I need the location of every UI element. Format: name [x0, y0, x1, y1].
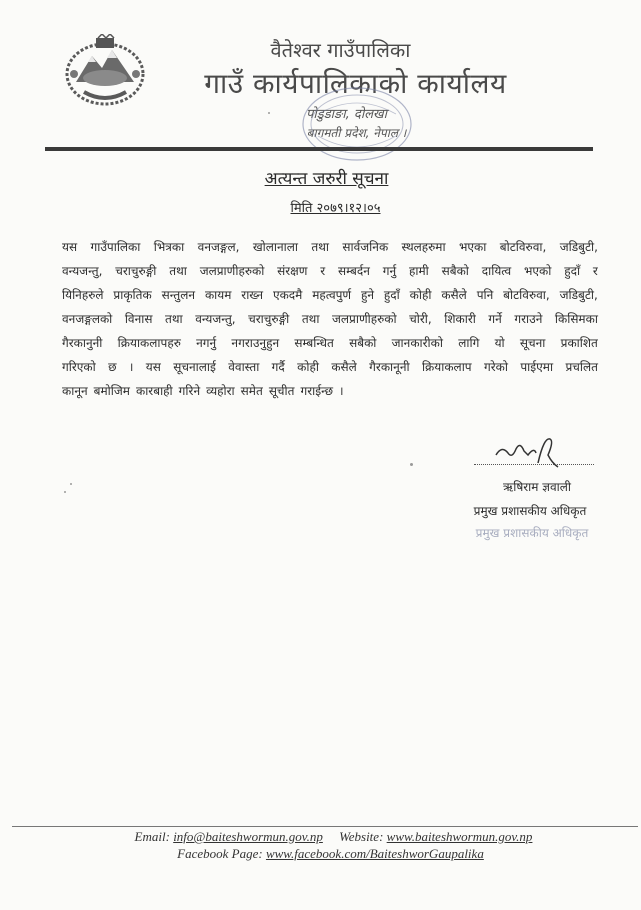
body-word: र	[592, 264, 598, 278]
body-word: गरिएको	[62, 360, 96, 374]
body-word: कारबाही	[135, 384, 173, 398]
body-word: कोही	[409, 288, 432, 302]
body-word: खोलानाला	[252, 240, 298, 254]
facebook-link[interactable]: www.facebook.com/BaiteshworGaupalika	[265, 846, 484, 861]
body-word: शिकारी	[444, 312, 476, 326]
body-word: सूचीत	[268, 384, 295, 398]
address-line-1: पोडुडाङा, दोलखा	[305, 107, 388, 122]
body-word: बोटविरुवा,	[499, 240, 547, 254]
body-word: प्रकाशित	[560, 336, 598, 350]
body-word: सन्तुलन	[161, 288, 196, 302]
body-word: वन्यजन्तु,	[195, 312, 236, 326]
body-word: ।	[128, 360, 134, 374]
body-word: वन्यजन्तु,	[62, 264, 103, 278]
body-word: छ	[108, 360, 117, 374]
body-word: भित्रका	[153, 240, 185, 254]
body-word: र	[320, 264, 326, 278]
body-word: तथा	[311, 240, 329, 254]
email-link[interactable]: info@baiteshwormun.gov.np	[173, 829, 323, 844]
body-word: चराचुरुङ्गी	[115, 264, 157, 278]
address-line-2: बागमती प्रदेश, नेपाल ।	[306, 126, 407, 140]
body-word: यस	[145, 360, 161, 374]
office-name: गाउँ कार्यपालिकाको कार्यालय	[204, 67, 507, 100]
body-word: एकदमै	[272, 288, 303, 302]
scan-speck	[410, 463, 413, 466]
signature-line	[474, 464, 594, 465]
body-word: कानून	[62, 384, 88, 398]
body-word: नगराउनुहुन	[231, 336, 280, 350]
body-word: तथा	[301, 312, 320, 326]
body-word: गैरकानुनी	[62, 336, 103, 350]
body-word: चराचुरुङ्गी	[248, 312, 290, 326]
body-word: तथा	[165, 312, 183, 326]
body-line	[62, 283, 598, 307]
body-word: गाउँपालिका	[90, 240, 141, 254]
body-word: गर्ने	[488, 312, 502, 326]
body-word: हुने	[361, 288, 375, 302]
body-word: गर्नु	[382, 264, 397, 278]
body-word: व्यहोरा	[206, 384, 235, 398]
body-word: सूचनालाई	[173, 360, 216, 374]
municipality-name: वैतेश्वर गाउँपालिका	[270, 38, 411, 62]
body-word: स्थलहरुमा	[401, 240, 446, 254]
body-word: प्राकृतिक	[113, 288, 152, 302]
body-word: कसैले	[441, 288, 467, 302]
footer-divider	[12, 826, 638, 827]
body-word: वनजङ्गलको	[62, 312, 113, 326]
body-line	[62, 235, 598, 259]
body-word: गराउने	[514, 312, 543, 326]
notice-title: अत्यन्त जरुरी सूचना	[264, 169, 389, 189]
body-word: समेत	[240, 384, 263, 398]
scan-speck	[70, 483, 72, 485]
body-word: गैरकानूनी	[369, 360, 410, 374]
body-word: यिनिहरुले	[62, 288, 104, 302]
body-line	[62, 355, 598, 379]
body-word: ।	[339, 384, 344, 398]
body-word: वनजङ्गल,	[197, 240, 240, 254]
scan-speck	[268, 112, 270, 114]
body-word: गरेको	[483, 360, 508, 374]
body-word: यो	[494, 336, 505, 350]
body-word: कोही	[297, 360, 319, 374]
body-word: गरिने	[178, 384, 201, 398]
body-word: लागि	[458, 336, 480, 350]
body-word: सबैको	[441, 264, 469, 278]
body-word: सम्बन्धित	[294, 336, 334, 350]
body-word: वेवास्ता	[228, 360, 260, 374]
body-word: जडिबुटी,	[559, 240, 598, 254]
body-word: नगर्नु	[196, 336, 217, 350]
body-word: सबैको	[349, 336, 377, 350]
body-word: हुदाँ	[564, 264, 581, 278]
scan-speck	[64, 491, 66, 493]
signer-title: प्रमुख प्रशासकीय अधिकृत	[473, 504, 587, 518]
body-word: कायम	[204, 288, 232, 302]
body-word: प्रचलित	[565, 360, 598, 374]
signer-name: ऋषिराम ज्ञवाली	[502, 480, 571, 494]
body-word: गराईन्छ	[300, 384, 334, 398]
notice-date: मिति २०७९।१२।०५	[290, 201, 381, 216]
body-word: कसैले	[331, 360, 357, 374]
body-line	[62, 331, 598, 355]
website-link[interactable]: www.baiteshwormun.gov.np	[386, 829, 533, 844]
body-word: विनास	[124, 312, 153, 326]
office-stamp-icon	[298, 84, 416, 164]
body-word: पनि	[476, 288, 494, 302]
body-word: क्रियाकलापहरु	[117, 336, 181, 350]
body-word: सम्बर्दन	[338, 264, 370, 278]
body-line	[62, 307, 598, 331]
header-divider	[45, 147, 593, 151]
facebook-label: Facebook Page:	[177, 846, 263, 861]
body-word: पाईएमा	[520, 360, 554, 374]
body-word: चोरी,	[409, 312, 432, 326]
body-word: भएका	[458, 240, 487, 254]
website-label: Website:	[339, 829, 384, 844]
body-word: संरक्षण	[277, 264, 308, 278]
body-word: राख्न	[241, 288, 264, 302]
body-word: भएको	[523, 264, 552, 278]
notice-body	[62, 235, 598, 403]
body-line	[62, 379, 598, 403]
body-word: हुदाँ	[383, 288, 400, 302]
body-word: जलप्राणीहरुको	[331, 312, 397, 326]
body-word: महत्वपुर्ण	[312, 288, 352, 302]
body-word: दायित्व	[481, 264, 512, 278]
body-line	[62, 259, 598, 283]
body-word: सार्वजनिक	[342, 240, 389, 254]
footer-social	[0, 846, 641, 862]
body-word: गर्दै	[271, 360, 285, 374]
body-word: हामी	[409, 264, 429, 278]
body-word: जलप्राणीहरुको	[199, 264, 265, 278]
body-word: क्रियाकलाप	[421, 360, 472, 374]
signer-stamp-text: प्रमुख प्रशासकीय अधिकृत	[475, 526, 589, 540]
body-word: सूचना	[519, 336, 546, 350]
body-word: बोटविरुवा,	[503, 288, 550, 302]
body-word: यस	[62, 240, 78, 254]
body-word: बमोजिम	[93, 384, 130, 398]
footer-contact	[0, 829, 641, 845]
body-word: जानकारीको	[391, 336, 443, 350]
body-word: जडिबुटी,	[559, 288, 598, 302]
email-label: Email:	[134, 829, 170, 844]
body-word: तथा	[169, 264, 187, 278]
body-word: किसिमका	[554, 312, 598, 326]
